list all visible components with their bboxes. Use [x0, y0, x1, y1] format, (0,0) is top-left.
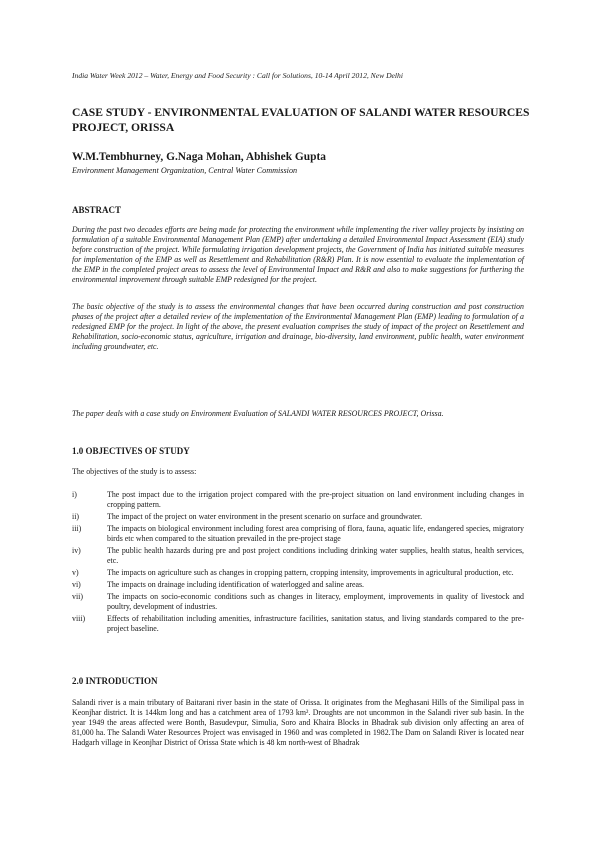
list-item-text: The impacts on socio-economic conditions such as changes in literacy, employment, improvements in quality of livestock and poultry, development of industries.: [107, 592, 524, 612]
list-item: [72, 568, 524, 578]
list-item-number: ii): [72, 512, 80, 521]
list-item-number: vi): [72, 580, 81, 590]
list-item-number: i): [72, 490, 77, 499]
abstract-paragraph-1: During the past two decades efforts are being made for protecting the environment while implementing the river valley projects by insisting on formulation of a suitable Environmental Management Plan (EMP) after undertaking a detailed Environmental Impact Assessment (EIA) study before construction of the project. While formulating irrigation development projects, the Government of India has initiated suitable measures for implementation of the EMP as well as Resettlement and Rehabilitation (R&R) Plan. It is now essential to evaluate the implementation of the EMP in the completed project areas to assess the level of Environmental Impact and R&R and also to make suggestions for furthering the environmental improvement through suitable EMP redesigned for the project.: [72, 225, 524, 285]
list-item: [72, 614, 524, 634]
abstract-heading: ABSTRACT: [72, 205, 122, 215]
list-item-number: iv): [72, 546, 81, 556]
list-item-text: The post impact due to the irrigation project compared with the pre-project situation on land environment including changes in cropping pattern.: [107, 490, 524, 509]
list-item-number: vii): [72, 592, 83, 602]
list-item: [72, 490, 524, 510]
list-item-text: The impacts on drainage including identification of waterlogged and saline areas.: [107, 580, 365, 590]
list-item: [72, 512, 524, 522]
list-item-text: The impacts on agriculture such as changes in cropping pattern, cropping intensity, improvements in agricultural production, etc.: [107, 568, 514, 578]
abstract-paragraph-3: The paper deals with a case study on Environment Evaluation of SALANDI WATER RESOURCES PROJECT, Orissa.: [72, 409, 444, 418]
list-item: [72, 524, 524, 544]
list-item: [72, 546, 524, 566]
objectives-intro: The objectives of the study is to assess:: [72, 467, 197, 476]
list-item-text: Effects of rehabilitation including amenities, infrastructure facilities, sanitation status, and living standards compared to the pre-project baseline.: [107, 614, 524, 634]
author-list: W.M.Tembhurney, G.Naga Mohan, Abhishek Gupta: [72, 151, 326, 163]
list-item-number: viii): [72, 614, 86, 624]
list-item: [72, 592, 524, 612]
list-item-number: iii): [72, 524, 82, 534]
list-item-number: v): [72, 568, 79, 578]
author-affiliation: Environment Management Organization, Central Water Commission: [72, 166, 298, 175]
list-item: [72, 580, 524, 590]
list-item-text: The impacts on biological environment including forest area comprising of flora, fauna, aquatic life, endangered species, migratory birds etc when compared to the situation prevailed in the pre-project stage: [107, 524, 524, 543]
introduction-heading: 2.0 INTRODUCTION: [72, 676, 158, 686]
running-header: India Water Week 2012 – Water, Energy and Food Security : Call for Solutions, 10-14 April 2012, New Delhi: [72, 71, 403, 80]
list-item-text: The impact of the project on water environment in the present scenario on surface and groundwater.: [107, 512, 423, 521]
list-item-text: The public health hazards during pre and post project conditions including drinking water supplies, health status, health services, etc.: [107, 546, 524, 565]
paper-title: CASE STUDY - ENVIRONMENTAL EVALUATION OF SALANDI WATER RESOURCES PROJECT, ORISSA: [72, 106, 530, 134]
abstract-paragraph-2: The basic objective of the study is to assess the environmental changes that have been occurred during construction and post construction phases of the project after a detailed review of the implementation of the Environmental Management Plan (EMP) leading to formulation of a redesigned EMP for the project. In light of the above, the present evaluation comprises the study of impact of the project on Resettlement and Rehabilitation, socio-economic status, agriculture, irrigation and drainage, bio-diversity, land environment, public health, water environment including groundwater, etc.: [72, 302, 524, 352]
objectives-list: [72, 490, 524, 636]
introduction-paragraph: Salandi river is a main tributary of Baitarani river basin in the state of Orissa. It originates from the Meghasani Hills of the Similipal pass in Keonjhar district. It is 144km long and has a catchment area of 1793 km². Droughts are not uncommon in the Salandi river sub basin. In the year 1949 the areas affected were Bonth, Basudevpur, Simulia, Soro and Khaira Blocks in Bhadrak sub division only affecting an area of 81,000 ha. The Salandi Water Resources Project was envisaged in 1960 and was completed in 1982.The Dam on Salandi River is located near Hadgarh village in Keonjhar District of Orissa State which is 48 km north-west of Bhadrak: [72, 698, 524, 748]
objectives-heading: 1.0 OBJECTIVES OF STUDY: [72, 446, 190, 456]
